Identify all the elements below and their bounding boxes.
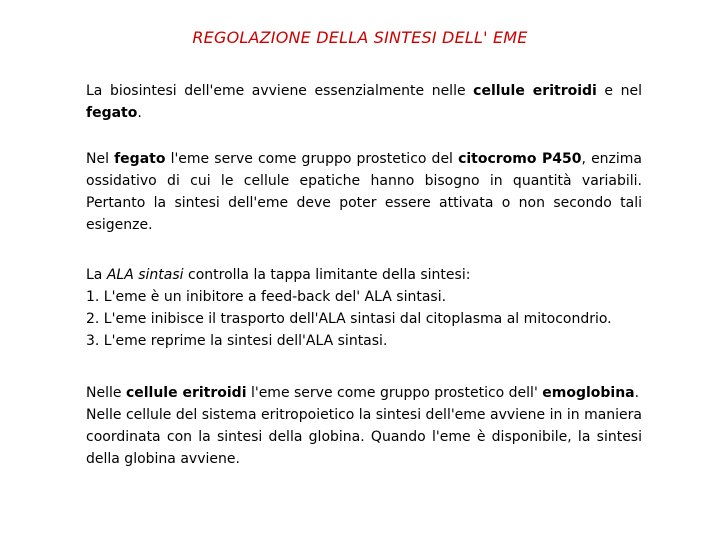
list-item-3: 3. L'eme reprime la sintesi dell'ALA sintasi. xyxy=(86,333,388,349)
p1-text-2: e nel xyxy=(596,83,642,99)
p2-text-2: l'eme serve come gruppo prostetico del xyxy=(165,151,459,167)
paragraph-liver xyxy=(86,148,642,236)
p3-intro xyxy=(86,264,642,286)
p2-bold-liver: fegato xyxy=(114,151,166,167)
p1-bold-erythroid-cells: cellule eritroidi xyxy=(473,83,597,99)
list-item-1: 1. L'eme è un inibitore a feed-back del' ALA sintasi. xyxy=(86,289,447,305)
p2-text-1: Nel xyxy=(86,151,115,167)
p2-bold-cytochrome: citocromo P450 xyxy=(458,151,582,167)
p3-text-1: La xyxy=(86,267,107,283)
p4-bold-erythroid-cells: cellule eritroidi xyxy=(125,385,247,401)
slide-title: REGOLAZIONE DELLA SINTESI DELL' EME xyxy=(192,28,528,47)
p4-bold-hemoglobin: emoglobina xyxy=(542,385,635,401)
p3-text-2: controlla la tappa limitante della sintesi: xyxy=(183,267,471,283)
p3-italic-ala-synthase: ALA sintasi xyxy=(106,267,184,283)
paragraph-ala-synthase xyxy=(86,264,642,352)
p4-text-2: l'eme serve come gruppo prostetico dell' xyxy=(246,385,543,401)
p4-first-line xyxy=(86,382,642,404)
p4-body: Nelle cellule del sistema eritropoietico la sintesi dell'eme avviene in in maniera coordinata con la sintesi della globina. Quando l'eme è disponibile, la sintesi della globina avviene. xyxy=(86,407,642,467)
paragraph-erythroid xyxy=(86,382,642,470)
list-item-2: 2. L'eme inibisce il trasporto dell'ALA sintasi dal citoplasma al mitocondrio. xyxy=(86,311,612,327)
p2-text-3: , enzima ossidativo di cui le cellule epatiche hanno bisogno in quantità variabili. Pertanto la sintesi dell'eme deve poter essere attivata o non secondo tali esigenze. xyxy=(86,151,643,233)
p1-text-1: La biosintesi dell'eme avviene essenzialmente nelle xyxy=(86,83,474,99)
p4-text-3: . xyxy=(634,385,640,401)
p1-bold-liver: fegato xyxy=(86,105,138,121)
paragraph-biosynthesis xyxy=(86,80,642,124)
p1-text-3: . xyxy=(137,105,142,121)
p4-text-1: Nelle xyxy=(86,385,126,401)
